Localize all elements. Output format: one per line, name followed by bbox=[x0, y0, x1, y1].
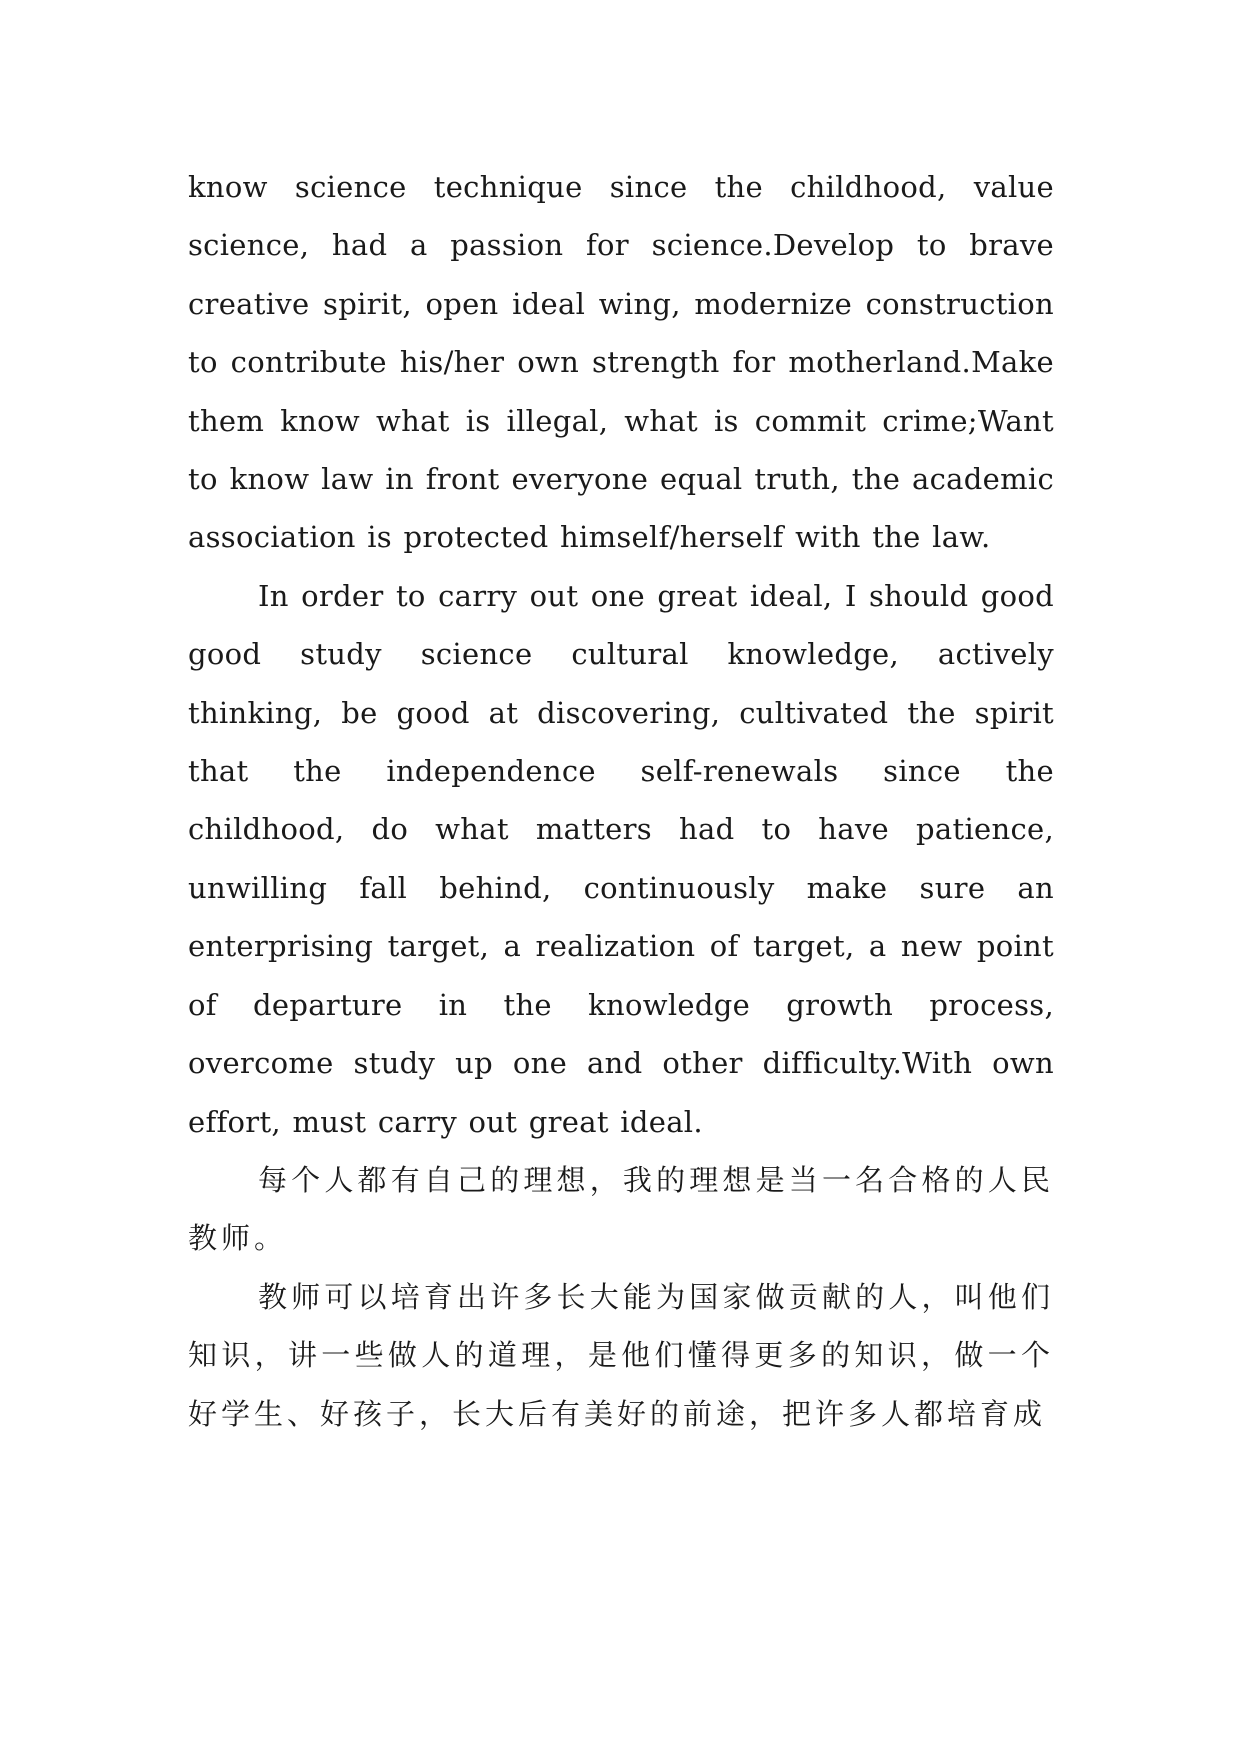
paragraph-teacher-ideal: 每个人都有自己的理想，我的理想是当一名合格的人民教师。 bbox=[188, 1162, 1054, 1256]
paragraph-great-ideal: In order to carry out one great ideal, I should good good study science cultural knowledge, actively thinking, be good at discovering, cultivated the spirit that the independence self-renewals since the childhood, do what matters had to have patience, unwilling fall behind, continuously make sure an enterprising target, a realization of target, a new point of departure in the knowledge growth process, overcome study up one and other difficulty.With own effort, must carry out great ideal. bbox=[188, 578, 1054, 1139]
paragraph-teacher-role: 教师可以培育出许多长大能为国家做贡献的人，叫他们知识，讲一些做人的道理，是他们懂得更多的知识，做一个好学生、好孩子，长大后有美好的前途，把许多人都培育成 bbox=[188, 1279, 1054, 1431]
paragraph-science-law: know science technique since the childhood, value science, had a passion for science.Develop to brave creative spirit, open ideal wing, modernize construction to contribute his/her own strength for motherland.Make them know what is illegal, what is commit crime;Want to know law in front everyone equal truth, the academic association is protected himself/herself with the law. bbox=[188, 170, 1054, 555]
document-body bbox=[188, 158, 1054, 1443]
